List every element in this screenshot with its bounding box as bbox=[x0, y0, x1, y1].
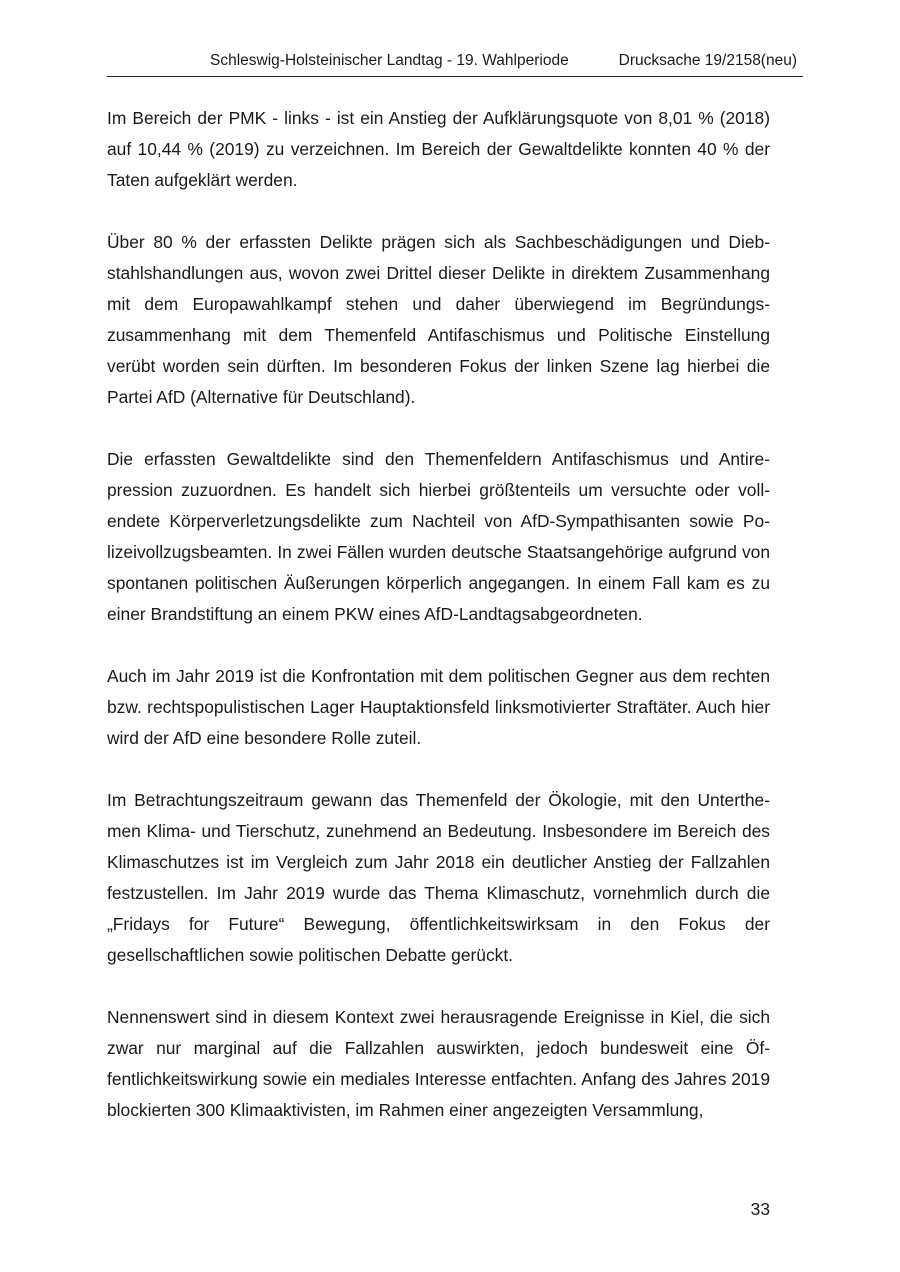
paragraph-5: Im Betrachtungszeitraum gewann das Themenfeld der Ökologie, mit den Unterthemen Klima- und Tierschutz, zunehmend an Bedeutung. Insbesondere im Bereich des Klimaschutzes ist im Vergleich zum Jahr 2018 ein deutlicher Anstieg der Fallzahlen festzustellen. Im Jahr 2019 wurde das Thema Klimaschutz, vornehmlich durch die „Fridays for Future“ Bewegung, öffentlichkeitswirksam in den Fokus der gesellschaftlichen sowie politischen Debatte gerückt. bbox=[107, 790, 770, 965]
paragraph-2: Über 80 % der erfassten Delikte prägen sich als Sachbeschädigungen und Diebstahlshandlungen aus, wovon zwei Drittel dieser Delikte in direktem Zusammenhang mit dem Europawahlkampf stehen und daher überwiegend im Begründungszusammenhang mit dem Themenfeld Antifaschismus und Politische Einstellung verübt worden sein dürften. Im besonderen Fokus der linken Szene lag hierbei die Partei AfD (Alternative für Deutschland). bbox=[107, 232, 770, 407]
paragraph-3: Die erfassten Gewaltdelikte sind den Themenfeldern Antifaschismus und Antirepression zuzuordnen. Es handelt sich hierbei größtenteils um versuchte oder vollendete Körperverletzungsdelikte zum Nachteil von AfD-Sympathisanten sowie Polizeivollzugsbeamten. In zwei Fällen wurden deutsche Staatsangehörige aufgrund von spontanen politischen Äußerungen körperlich angegangen. In einem Fall kam es zu einer Brandstiftung an einem PKW eines AfD-Landtagsabgeordneten. bbox=[107, 449, 770, 624]
page-header bbox=[107, 52, 803, 77]
paragraph-1: Im Bereich der PMK - links - ist ein Anstieg der Aufklärungsquote von 8,01 % (2018) auf 10,44 % (2019) zu verzeichnen. Im Bereich der Gewaltdelikte konnten 40 % der Taten aufgeklärt werden. bbox=[107, 108, 770, 190]
header-title: Schleswig-Holsteinischer Landtag - 19. Wahlperiode bbox=[210, 52, 569, 69]
document-number: Drucksache 19/2158(neu) bbox=[618, 52, 797, 69]
paragraph-6: Nennenswert sind in diesem Kontext zwei herausragende Ereignisse in Kiel, die sich zwar nur marginal auf die Fallzahlen auswirkten, jedoch bundesweit eine Öffentlichkeitswirkung sowie ein mediales Interesse entfachten. Anfang des Jahres 2019 blockierten 300 Klimaaktivisten, im Rahmen einer angezeigten Versammlung, bbox=[107, 1007, 770, 1120]
page-number: 33 bbox=[750, 1199, 770, 1219]
body-text bbox=[107, 103, 770, 1157]
paragraph-4: Auch im Jahr 2019 ist die Konfrontation mit dem politischen Gegner aus dem rechten bzw. rechtspopulistischen Lager Hauptaktionsfeld linksmotivierter Straftäter. Auch hier wird der AfD eine besondere Rolle zuteil. bbox=[107, 666, 770, 748]
